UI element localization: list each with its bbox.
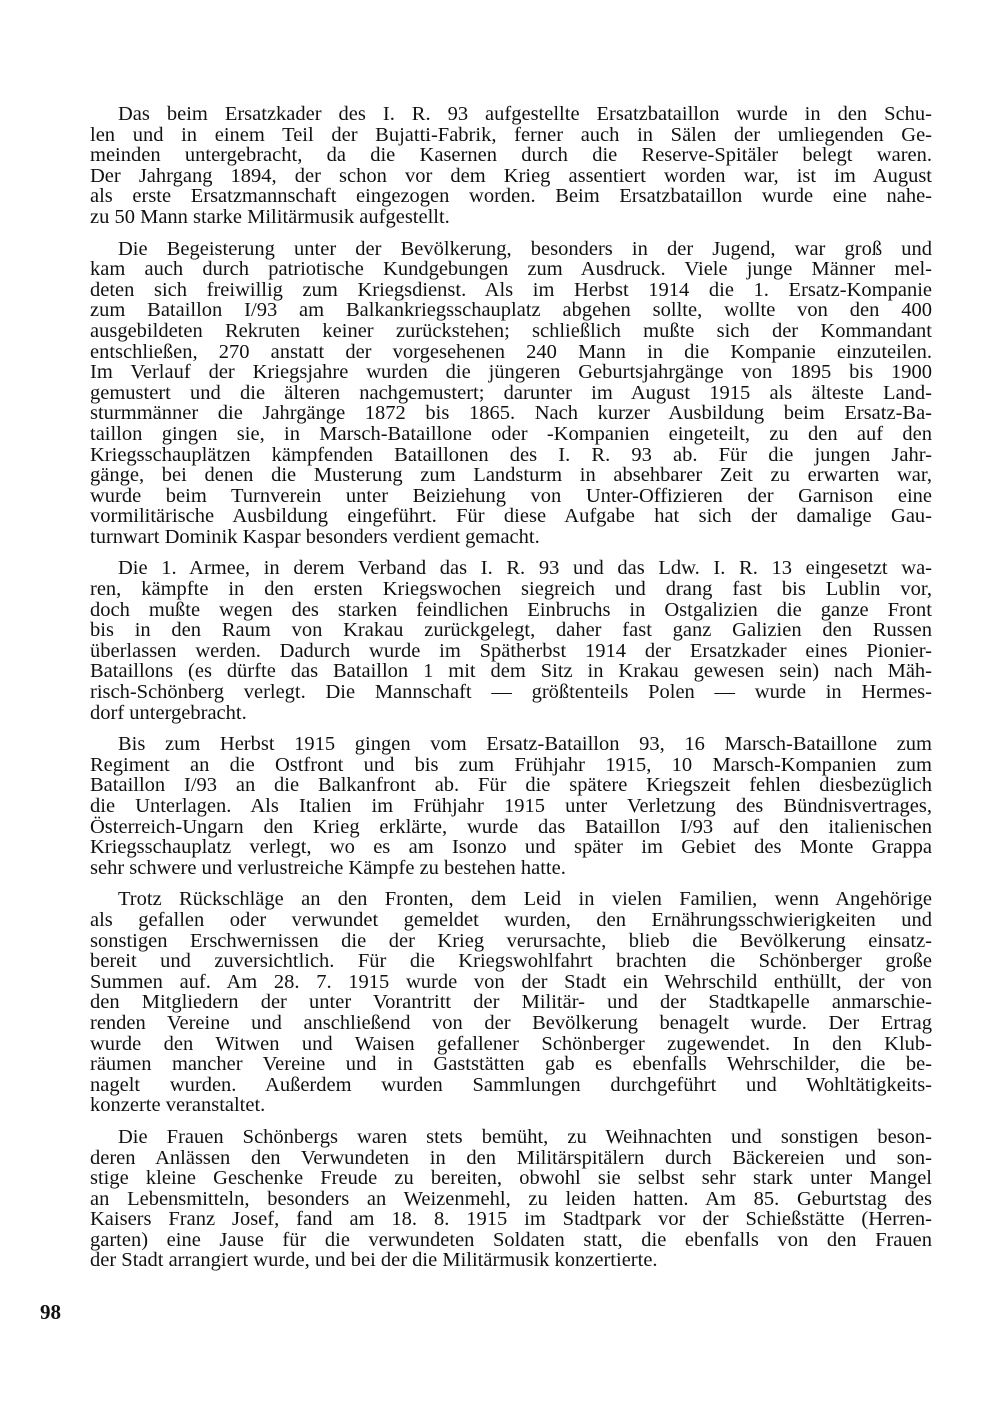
text-line: vormilitärische Ausbildung eingeführt. Für diese Aufgabe hat sich der damalige Gau-: [90, 505, 932, 528]
text-line: Das beim Ersatzkader des I. R. 93 aufgestellte Ersatzbataillon wurde in den Schu-: [118, 103, 932, 125]
text-line: den Mitgliedern der unter Vorantritt der Militär- und der Stadtkapelle anmarschie-: [90, 991, 932, 1014]
paragraph-2: [90, 239, 932, 548]
paragraph-1: [90, 104, 932, 228]
paragraph-5: [90, 889, 932, 1116]
text-line: dorf untergebracht.: [90, 701, 247, 724]
text-line: risch-Schönberg verlegt. Die Mannschaft — größtenteils Polen — wurde in Hermes-: [90, 681, 932, 704]
page-number: 98: [40, 1300, 61, 1324]
paragraph-4: [90, 734, 932, 878]
text-line: Die 1. Armee, in derem Verband das I. R. 93 und das Ldw. I. R. 13 eingesetzt wa-: [118, 557, 932, 580]
text-line: Regiment an die Ostfront und bis zum Frühjahr 1915, 10 Marsch-Kompanien zum: [90, 753, 932, 776]
text-line: die Unterlagen. Als Italien im Frühjahr 1915 unter Verletzung des Bündnisvertrages,: [90, 795, 932, 817]
text-line: an Lebensmitteln, besonders an Weizenmehl, zu leiden hatten. Am 85. Geburtstag des: [90, 1187, 932, 1210]
text-line: gemustert und die älteren nachgemustert; darunter im August 1915 als älteste Land-: [90, 381, 932, 404]
text-line: len und in einem Teil der Bujatti-Fabrik, ferner auch in Sälen der umliegenden Ge-: [90, 123, 932, 146]
text-line: gänge, bei denen die Musterung zum Landsturm in absehbarer Zeit zu erwarten war,: [90, 464, 932, 487]
text-line: Bataillon I/93 an die Balkanfront ab. Für die spätere Kriegszeit fehlen diesbezüglich: [90, 774, 932, 797]
text-line: Kriegsschauplatz verlegt, wo es am Isonzo und später im Gebiet des Monte Grappa: [90, 836, 932, 859]
text-line: zu 50 Mann starke Militärmusik aufgestellt.: [90, 205, 450, 228]
text-line: Bataillons (es dürfte das Bataillon 1 mit dem Sitz in Krakau gewesen sein) nach Mäh-: [90, 660, 932, 683]
text-line: bereit und zuversichtlich. Für die Kriegswohlfahrt brachten die Schönberger große: [90, 950, 932, 973]
text-line: wurde den Witwen und Waisen gefallener Schönberger zugewendet. In den Klub-: [90, 1032, 932, 1055]
text-line: sonstigen Erschwernissen die der Krieg verursachte, blieb die Bevölkerung einsatz-: [90, 929, 932, 952]
text-line: Österreich-Ungarn den Krieg erklärte, wurde das Bataillon I/93 auf den italienischen: [90, 815, 932, 838]
text-line: kam auch durch patriotische Kundgebungen zum Ausdruck. Viele junge Männer mel-: [90, 258, 932, 281]
text-line: als gefallen oder verwundet gemeldet wurden, den Ernährungsschwierigkeiten und: [90, 908, 932, 931]
text-line: nagelt wurden. Außerdem wurden Sammlungen durchgeführt und Wohltätigkeits-: [90, 1073, 932, 1096]
text-line: deren Anlässen den Verwundeten in den Militärspitälern durch Bäckereien und son-: [90, 1146, 932, 1169]
text-line: ren, kämpfte in den ersten Kriegswochen siegreich und drang fast bis Lublin vor,: [90, 578, 932, 601]
text-line: räumen mancher Vereine und in Gaststätten gab es ebenfalls Wehrschilder, die be-: [90, 1053, 932, 1076]
text-line: Trotz Rückschläge an den Fronten, dem Leid in vielen Familien, wenn Angehörige: [118, 888, 932, 911]
paragraph-6: [90, 1127, 932, 1271]
text-line: Kriegsschauplätzen kämpfenden Bataillonen des I. R. 93 ab. Für die jungen Jahr-: [90, 443, 932, 466]
text-line: konzerte veranstaltet.: [90, 1094, 266, 1117]
text-line: turnwart Dominik Kaspar besonders verdient gemacht.: [90, 525, 540, 548]
text-line: bis in den Raum von Krakau zurückgelegt, daher fast ganz Galizien den Russen: [90, 619, 932, 642]
paragraph-3: [90, 558, 932, 723]
text-line: Die Begeisterung unter der Bevölkerung, besonders in der Jugend, war groß und: [118, 237, 932, 260]
text-line: Die Frauen Schönbergs waren stets bemüht, zu Weihnachten und sonstigen beson-: [118, 1125, 932, 1148]
text-line: überlassen werden. Dadurch wurde im Spätherbst 1914 der Ersatzkader eines Pionier-: [90, 639, 932, 662]
text-line: sehr schwere und verlustreiche Kämpfe zu bestehen hatte.: [90, 856, 566, 879]
text-line: meinden untergebracht, da die Kasernen durch die Reserve-Spitäler belegt waren.: [90, 144, 932, 167]
text-line: entschließen, 270 anstatt der vorgesehenen 240 Mann in die Kompanie einzuteilen.: [90, 340, 932, 363]
text-line: sturmmänner die Jahrgänge 1872 bis 1865. Nach kurzer Ausbildung beim Ersatz-Ba-: [90, 402, 932, 425]
text-line: zum Bataillon I/93 am Balkankriegsschauplatz abgehen sollte, wollte von den 400: [90, 299, 932, 322]
text-line: Kaisers Franz Josef, fand am 18. 8. 1915 im Stadtpark vor der Schießstätte (Herren-: [90, 1208, 932, 1231]
text-line: Im Verlauf der Kriegsjahre wurden die jüngeren Geburtsjahrgänge von 1895 bis 1900: [90, 361, 932, 384]
text-line: stige kleine Geschenke Freude zu bereiten, obwohl sie selbst sehr stark unter Mangel: [90, 1167, 932, 1190]
body-text: [90, 104, 932, 1282]
text-line: taillon gingen sie, in Marsch-Bataillone oder -Kompanien eingeteilt, zu den auf den: [90, 422, 932, 445]
text-line: Summen auf. Am 28. 7. 1915 wurde von der Stadt ein Wehrschild enthüllt, der von: [90, 970, 932, 993]
text-line: renden Vereine und anschließend von der Bevölkerung benagelt wurde. Der Ertrag: [90, 1011, 932, 1034]
text-line: garten) eine Jause für die verwundeten Soldaten statt, die ebenfalls von den Frauen: [90, 1228, 932, 1251]
text-line: Der Jahrgang 1894, der schon vor dem Krieg assentiert worden war, ist im August: [90, 164, 932, 187]
text-line: ausgebildeten Rekruten keiner zurückstehen; schließlich mußte sich der Kommandant: [90, 319, 932, 342]
text-line: der Stadt arrangiert wurde, und bei der die Militärmusik konzertierte.: [90, 1249, 658, 1272]
text-line: deten sich freiwillig zum Kriegsdienst. Als im Herbst 1914 die 1. Ersatz-Kompanie: [90, 278, 932, 301]
text-line: wurde beim Turnverein unter Beiziehung von Unter-Offizieren der Garnison eine: [90, 484, 932, 507]
text-line: Bis zum Herbst 1915 gingen vom Ersatz-Bataillon 93, 16 Marsch-Bataillone zum: [118, 733, 932, 756]
text-line: doch mußte wegen des starken feindlichen Einbruchs in Ostgalizien die ganze Front: [90, 598, 932, 621]
text-line: als erste Ersatzmannschaft eingezogen worden. Beim Ersatzbataillon wurde eine nahe-: [90, 185, 932, 208]
